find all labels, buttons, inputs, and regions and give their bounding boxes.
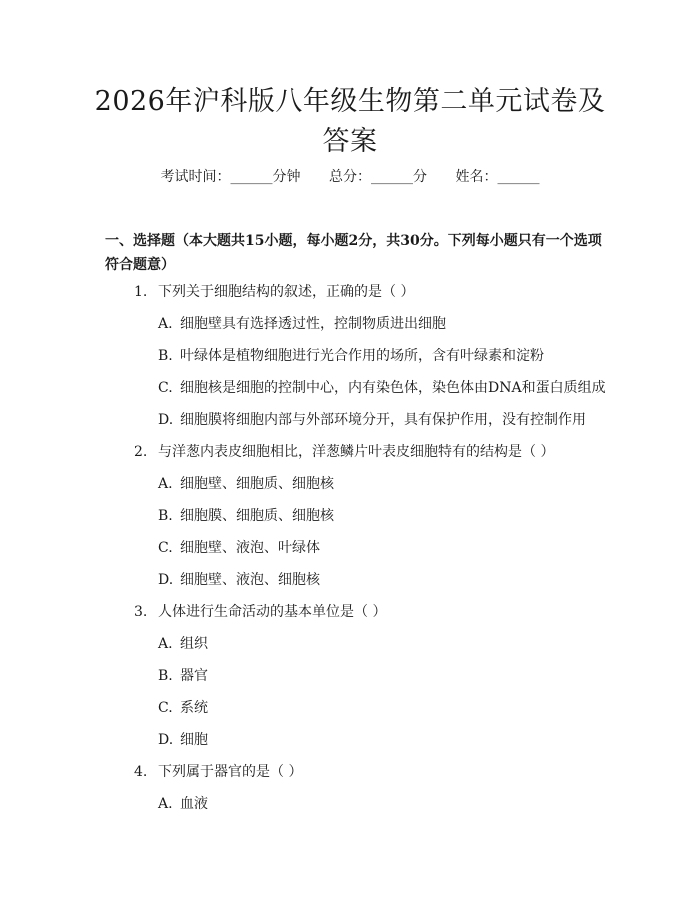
question-1-option-b	[158, 346, 544, 366]
option-letter: B.	[158, 508, 173, 524]
option-letter: B.	[158, 348, 173, 364]
option-letter: D.	[158, 732, 174, 748]
question-1	[134, 282, 414, 302]
question-text: 与洋葱内表皮细胞相比，洋葱鳞片叶表皮细胞特有的结构是（ ）	[158, 444, 555, 460]
option-text: 器官	[180, 668, 208, 684]
option-text: 血液	[180, 796, 208, 812]
option-text: 系统	[180, 700, 208, 716]
exam-time-field: 考试时间：______分钟	[160, 169, 301, 185]
question-number: 4.	[134, 764, 148, 780]
option-text: 细胞壁、液泡、叶绿体	[180, 540, 320, 556]
question-2-option-d	[158, 570, 320, 590]
question-2-option-a	[158, 474, 334, 494]
option-text: 细胞壁、细胞质、细胞核	[180, 476, 334, 492]
student-name-field: 姓名：______	[455, 169, 540, 185]
exam-meta	[0, 167, 700, 187]
question-text: 下列关于细胞结构的叙述，正确的是（ ）	[158, 284, 415, 300]
question-3-option-b	[158, 666, 208, 686]
page-title: 2026年沪科版八年级生物第二单元试卷及答案	[94, 86, 606, 157]
question-2	[134, 442, 554, 462]
option-letter: A.	[158, 636, 173, 652]
question-2-option-c	[158, 538, 320, 558]
question-1-option-a	[158, 314, 446, 334]
option-text: 细胞膜将细胞内部与外部环境分开，具有保护作用，没有控制作用	[180, 412, 586, 428]
question-3-option-a	[158, 634, 208, 654]
option-letter: D.	[158, 412, 174, 428]
option-letter: A.	[158, 476, 173, 492]
question-number: 2.	[134, 444, 148, 460]
question-3-option-c	[158, 698, 208, 718]
question-4	[134, 762, 302, 782]
question-number: 3.	[134, 604, 148, 620]
question-3	[134, 602, 386, 622]
question-3-option-d	[158, 730, 208, 750]
question-1-option-c	[158, 378, 606, 398]
total-score-field: 总分：______分	[329, 169, 427, 185]
option-letter: D.	[158, 572, 174, 588]
option-text: 组织	[180, 636, 208, 652]
option-letter: C.	[158, 380, 173, 396]
section-heading: 一、选择题（本大题共15小题，每小题2分，共30分。下列每小题只有一个选项符合题意）	[105, 233, 602, 273]
option-text: 细胞	[180, 732, 208, 748]
question-text: 人体进行生命活动的基本单位是（ ）	[158, 604, 387, 620]
option-text: 细胞壁、液泡、细胞核	[180, 572, 320, 588]
option-text: 叶绿体是植物细胞进行光合作用的场所，含有叶绿素和淀粉	[180, 348, 544, 364]
question-2-option-b	[158, 506, 334, 526]
option-letter: C.	[158, 700, 173, 716]
option-text: 细胞膜、细胞质、细胞核	[180, 508, 334, 524]
question-4-option-a	[158, 794, 208, 814]
option-letter: B.	[158, 668, 173, 684]
option-letter: A.	[158, 316, 173, 332]
question-1-option-d	[158, 410, 586, 430]
option-text: 细胞壁具有选择透过性，控制物质进出细胞	[180, 316, 446, 332]
question-text: 下列属于器官的是（ ）	[158, 764, 303, 780]
option-letter: A.	[158, 796, 173, 812]
question-number: 1.	[134, 284, 148, 300]
option-text: 细胞核是细胞的控制中心，内有染色体，染色体由DNA和蛋白质组成	[180, 380, 606, 396]
option-letter: C.	[158, 540, 173, 556]
